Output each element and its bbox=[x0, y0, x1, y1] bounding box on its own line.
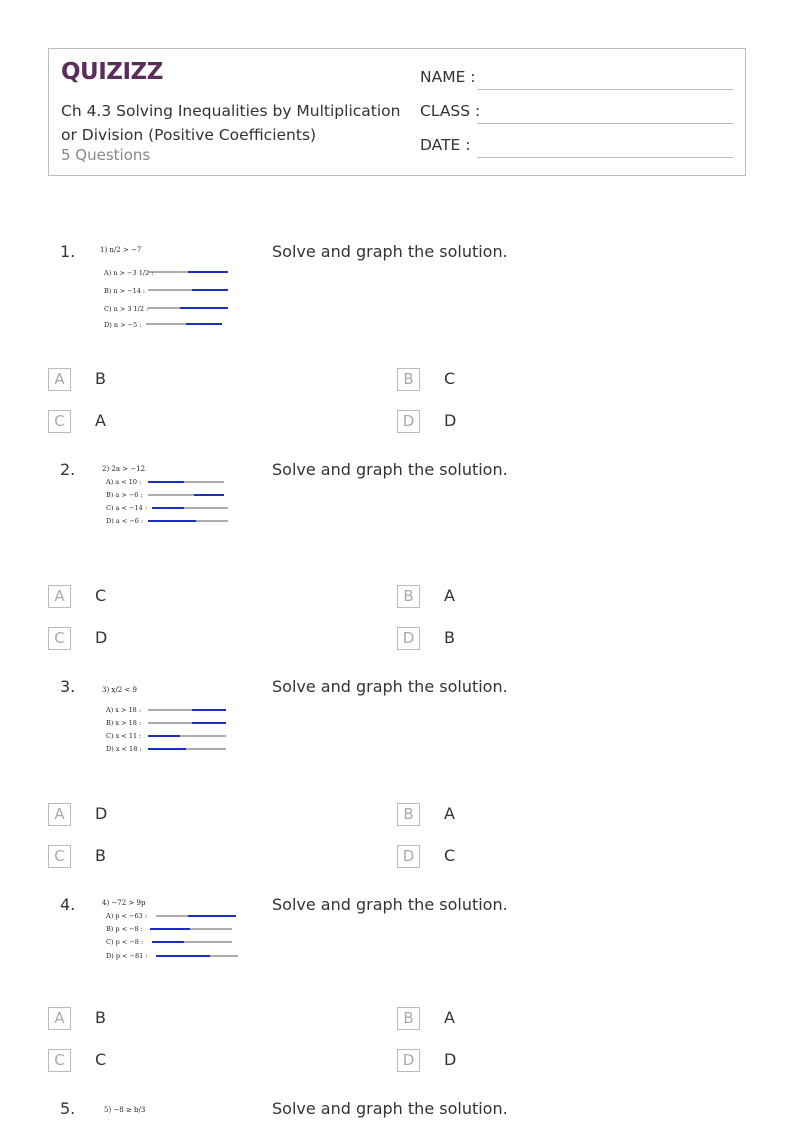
option-text[interactable]: B bbox=[444, 628, 455, 647]
figure-choice: D) n > −5 : bbox=[104, 321, 142, 329]
option-text[interactable]: B bbox=[95, 1008, 106, 1027]
figure-choice: C) a < −14 : bbox=[106, 504, 148, 512]
option-text[interactable]: A bbox=[444, 804, 455, 823]
name-line[interactable] bbox=[477, 89, 733, 90]
question-figure bbox=[100, 1100, 220, 1120]
option-text[interactable]: B bbox=[95, 369, 106, 388]
figure-choice: A) x > 18 : bbox=[106, 706, 142, 714]
figure-choice: C) p < −8 : bbox=[106, 938, 144, 946]
question-number: 3. bbox=[60, 677, 76, 696]
option-text[interactable]: A bbox=[95, 411, 106, 430]
figure-problem: 4) −72 > 9p bbox=[102, 899, 146, 907]
figure-choice: B) x > 18 : bbox=[106, 719, 142, 727]
option-letter[interactable]: C bbox=[48, 627, 71, 650]
question-text: Solve and graph the solution. bbox=[272, 895, 508, 914]
option-letter[interactable]: D bbox=[397, 410, 420, 433]
option-text[interactable]: D bbox=[444, 1050, 457, 1069]
figure-choice: B) a > −6 : bbox=[106, 491, 143, 499]
option-letter[interactable]: D bbox=[397, 845, 420, 868]
question-figure bbox=[100, 680, 240, 758]
option-text[interactable]: B bbox=[95, 846, 106, 865]
option-text[interactable]: D bbox=[95, 628, 108, 647]
option-text[interactable]: C bbox=[95, 1050, 107, 1069]
option-letter[interactable]: C bbox=[48, 410, 71, 433]
option-letter[interactable]: B bbox=[397, 368, 420, 391]
question-figure bbox=[100, 462, 240, 532]
question-text: Solve and graph the solution. bbox=[272, 1099, 508, 1118]
question-number: 1. bbox=[60, 242, 76, 261]
option-letter[interactable]: A bbox=[48, 803, 71, 826]
option-text[interactable]: A bbox=[444, 1008, 455, 1027]
option-text[interactable]: D bbox=[444, 411, 457, 430]
figure-choice: B) n > −14 : bbox=[104, 287, 146, 295]
question-figure bbox=[100, 895, 245, 965]
question-text: Solve and graph the solution. bbox=[272, 242, 508, 261]
figure-problem: 5) −8 ≥ b/3 bbox=[104, 1106, 146, 1114]
question-text: Solve and graph the solution. bbox=[272, 460, 508, 479]
figure-choice: A) a < 10 : bbox=[106, 478, 142, 486]
option-letter[interactable]: A bbox=[48, 368, 71, 391]
option-text[interactable]: C bbox=[444, 369, 456, 388]
figure-choice: A) n > −3 1/2 : bbox=[104, 269, 154, 277]
option-letter[interactable]: B bbox=[397, 1007, 420, 1030]
option-text[interactable]: C bbox=[95, 586, 107, 605]
figure-choice: C) n > 3 1/2 : bbox=[104, 305, 149, 313]
figure-choice: A) p < −63 : bbox=[106, 912, 148, 920]
option-text[interactable]: A bbox=[444, 586, 455, 605]
option-letter[interactable]: D bbox=[397, 627, 420, 650]
question-text: Solve and graph the solution. bbox=[272, 677, 508, 696]
question-number: 4. bbox=[60, 895, 76, 914]
question-number: 5. bbox=[60, 1099, 76, 1118]
question-count: 5 Questions bbox=[61, 146, 151, 164]
figure-problem: 1) n/2 > −7 bbox=[100, 246, 142, 254]
class-label: CLASS : bbox=[420, 102, 481, 120]
quizizz-logo: QUIZIZZ bbox=[61, 59, 163, 85]
figure-choice: D) x < 18 : bbox=[106, 745, 142, 753]
figure-choice: C) x < 11 : bbox=[106, 732, 142, 740]
question-figure bbox=[100, 240, 240, 338]
figure-choice: D) a < −6 : bbox=[106, 517, 144, 525]
worksheet-header bbox=[48, 48, 746, 176]
class-line[interactable] bbox=[477, 123, 733, 124]
option-text[interactable]: D bbox=[95, 804, 108, 823]
figure-problem: 2) 2a > −12 bbox=[102, 465, 146, 473]
option-letter[interactable]: D bbox=[397, 1049, 420, 1072]
name-label: NAME : bbox=[420, 68, 476, 86]
option-letter[interactable]: C bbox=[48, 845, 71, 868]
option-letter[interactable]: A bbox=[48, 1007, 71, 1030]
date-label: DATE : bbox=[420, 136, 471, 154]
figure-choice: B) p < −8 : bbox=[106, 925, 143, 933]
option-text[interactable]: C bbox=[444, 846, 456, 865]
figure-choice: D) p < −81 : bbox=[106, 952, 148, 960]
date-line[interactable] bbox=[477, 157, 733, 158]
option-letter[interactable]: C bbox=[48, 1049, 71, 1072]
option-letter[interactable]: B bbox=[397, 803, 420, 826]
option-letter[interactable]: A bbox=[48, 585, 71, 608]
question-number: 2. bbox=[60, 460, 76, 479]
figure-problem: 3) x/2 < 9 bbox=[102, 686, 137, 694]
option-letter[interactable]: B bbox=[397, 585, 420, 608]
worksheet-title: Ch 4.3 Solving Inequalities by Multiplication or Division (Positive Coefficients) bbox=[61, 102, 401, 144]
